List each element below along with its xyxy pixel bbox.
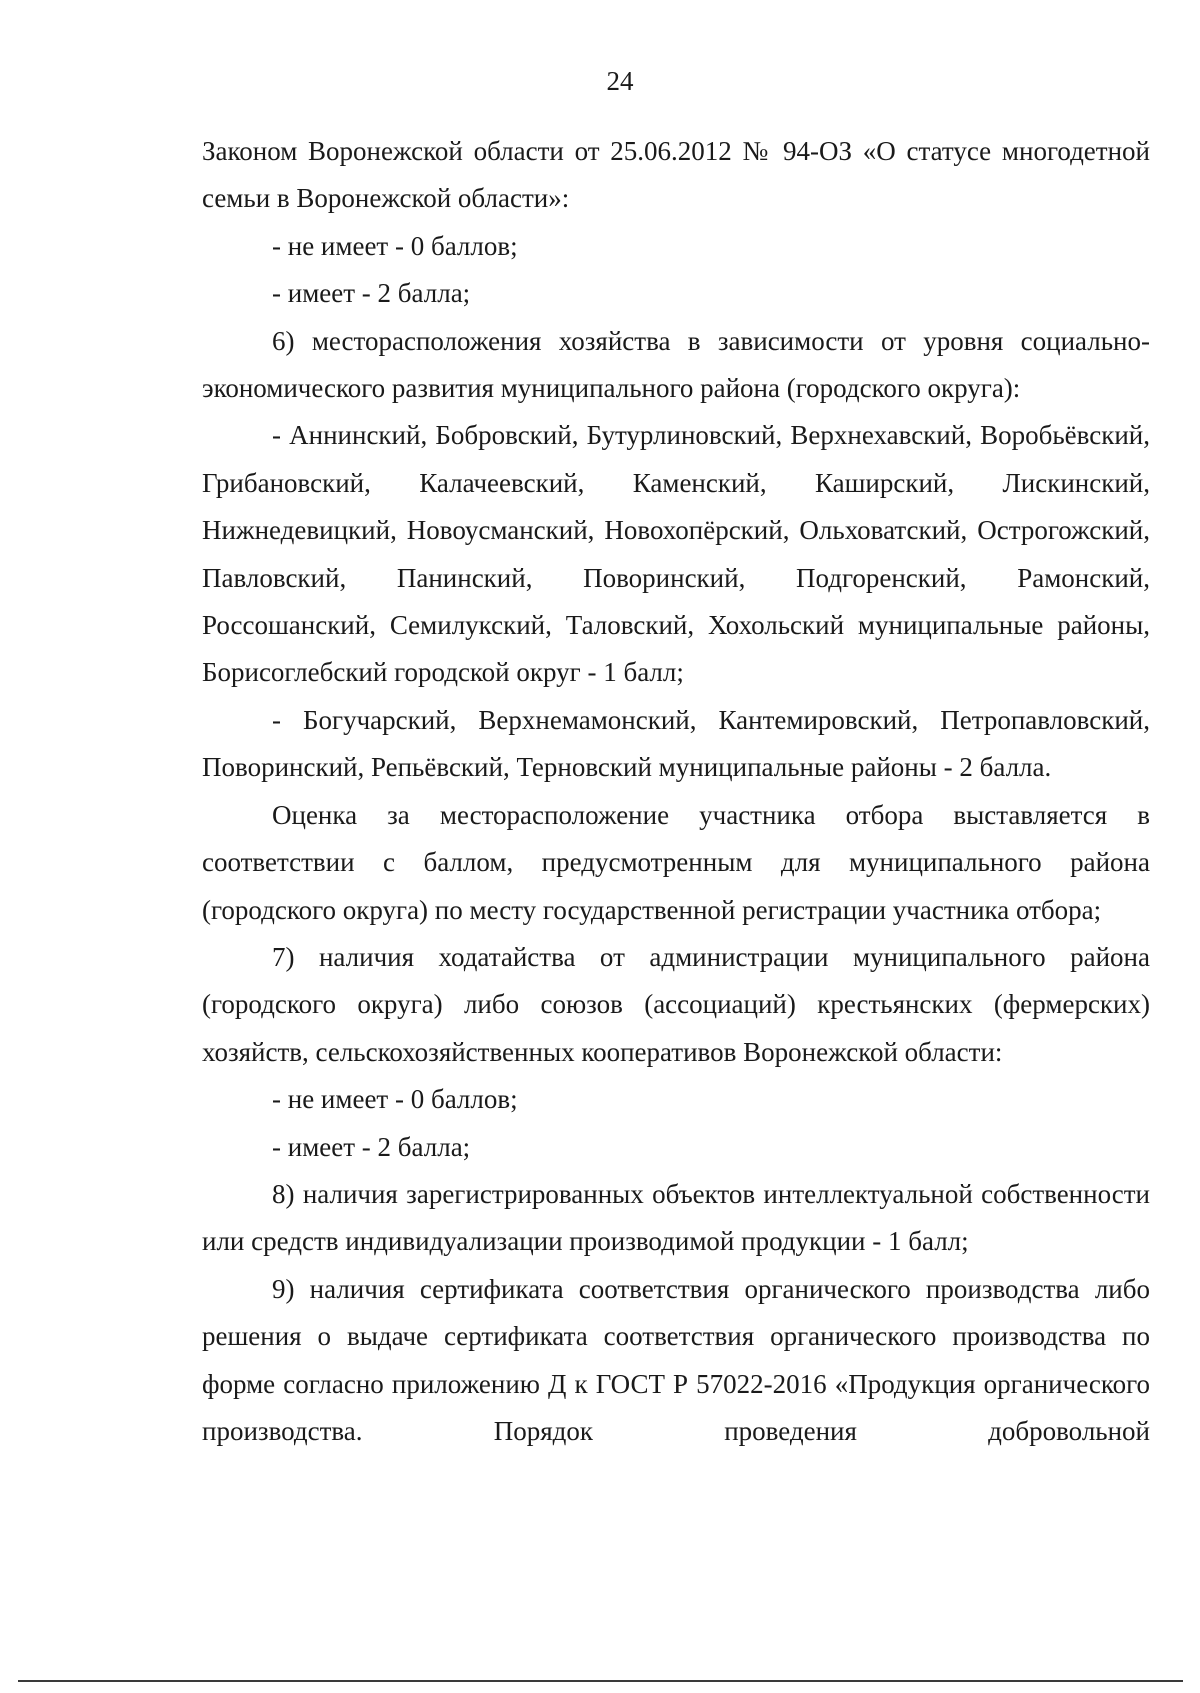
paragraph-item-6: 6) месторасположения хозяйства в зависимости от уровня социально-экономического развития муниципального района (городского округа): [202,325,1150,404]
paragraph-districts-1-point: - Аннинский, Бобровский, Бутурлиновский, Верхнехавский, Воробьёвский, Грибановский, Калачеевский, Каменский, Каширский, Лискинский, Нижнедевицкий, Новоусманский, Новохопёрский, Ольховатский, Острогожский, Павловский, Панинский, Поворинский, Подгоренский, Рамонский, Россошанский, Семилукский, Таловский, Хохольский муниципальные районы, Борисоглебский городской округ - 1 балл; [202,420,1150,688]
paragraph-not-have-0: - не имеет - 0 баллов; [272,230,518,261]
paragraph-item-7: 7) наличия ходатайства от администрации муниципального района (городского округа) либо союзов (ассоциаций) крестьянских (фермерских) хозяйств, сельскохозяйственных кооперативов Воронежской области: [202,941,1150,1067]
bottom-rule [18,1680,1183,1682]
paragraph-have-2-second: - имеет - 2 балла; [272,1131,471,1162]
paragraph-districts-2-points: - Богучарский, Верхнемамонский, Кантемировский, Петропавловский, Поворинский, Репьёвский, Терновский муниципальные районы - 2 балла. [202,704,1150,783]
page-number: 24 [606,66,634,96]
paragraph-not-have-0-second: - не имеет - 0 баллов; [272,1084,518,1115]
document-body [202,128,1150,1455]
paragraph-item-8: 8) наличия зарегистрированных объектов интеллектуальной собственности или средств индивидуализации производимой продукции - 1 балл; [202,1178,1150,1257]
paragraph-law-reference: Законом Воронежской области от 25.06.2012 № 94-ОЗ «О статусе многодетной семьи в Воронежской области»: [202,136,1150,214]
paragraph-have-2: - имеет - 2 балла; [272,278,471,309]
paragraph-item-9: 9) наличия сертификата соответствия органического производства либо решения о выдаче сертификата соответствия органического производства по форме согласно приложению Д к ГОСТ Р 57022-2016 «Продукция органического производства. Порядок проведения добровольной [202,1273,1150,1446]
paragraph-location-assessment: Оценка за месторасположение участника отбора выставляется в соответствии с баллом, предусмотренным для муниципального района (городского округа) по месту государственной регистрации участника отбора; [202,799,1150,925]
